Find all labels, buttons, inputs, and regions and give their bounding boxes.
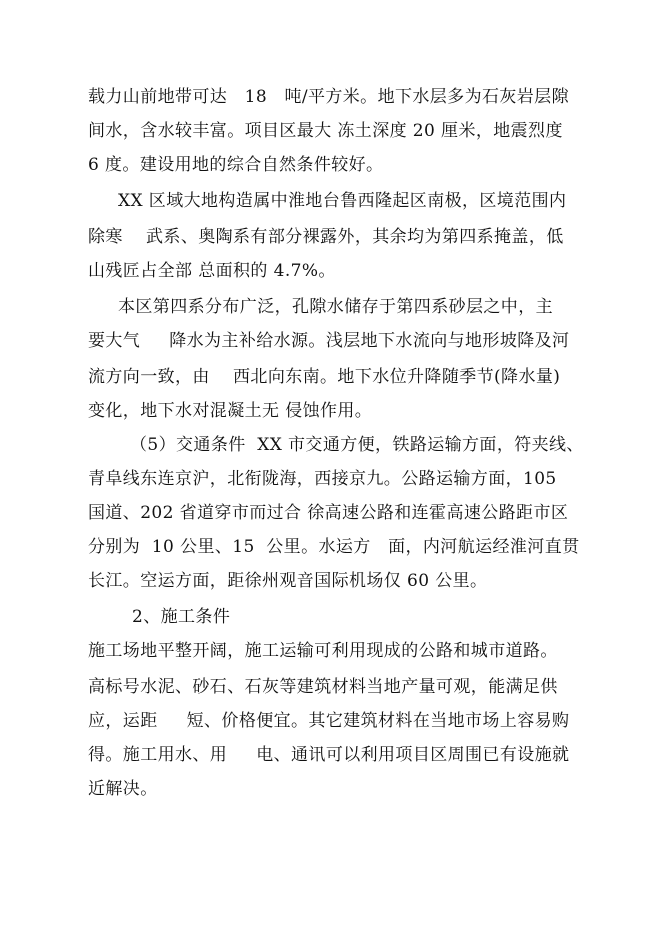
text-line: 国道、202 省道穿市而过合 徐高速公路和连霍高速公路距市区	[88, 503, 569, 523]
text-line: 流方向一致，由 西北向东南。地下水位升降随季节(降水量)	[88, 367, 561, 387]
text-line: 青阜线东连京沪，北衔陇海，西接京九。公路运输方面，105	[88, 469, 557, 489]
text-line: 载力山前地带可达 18 吨/平方米。地下水层多为石灰岩层隙	[88, 87, 569, 107]
text-line: XX 区域大地构造属中淮地台鲁西隆起区南极，区境范围内	[118, 191, 567, 211]
text-line: 施工场地平整开阔，施工运输可利用现成的公路和城市道路。	[88, 641, 558, 661]
text-line: （5）交通条件 XX 市交通方便，铁路运输方面，符夹线、	[130, 435, 584, 455]
text-line: 变化，地下水对混凝土无 侵蚀作用。	[88, 401, 373, 421]
text-line: 间水，含水较丰富。项目区最大 冻土深度 20 厘米，地震烈度	[88, 121, 563, 141]
text-line: 应，运距 短、价格便宜。其它建筑材料在当地市场上容易购	[88, 711, 570, 731]
text-line: 近解决。	[88, 779, 158, 799]
text-line: 高标号水泥、砂石、石灰等建筑材料当地产量可观，能满足供	[88, 677, 558, 697]
text-line: 除寒 武系、奥陶系有部分裸露外，其余均为第四系掩盖，低	[88, 227, 564, 247]
text-line: 要大气 降水为主补给水源。浅层地下水流向与地形坡降及河	[88, 331, 570, 351]
text-line: 分别为 10 公里、15 公里。水运方 面，内河航运经淮河直贯	[88, 537, 580, 557]
section-heading: 2、施工条件	[132, 607, 231, 627]
text-line: 长江。空运方面，距徐州观音国际机场仅 60 公里。	[88, 571, 488, 591]
text-line: 本区第四系分布广泛，孔隙水储存于第四系砂层之中，主	[118, 297, 553, 317]
text-line: 得。施工用水、用 电、通讯可以利用项目区周围已有设施就	[88, 745, 570, 765]
text-line: 6 度。建设用地的综合自然条件较好。	[88, 155, 384, 175]
text-line: 山残匠占全部 总面积的 4.7%。	[88, 261, 336, 281]
